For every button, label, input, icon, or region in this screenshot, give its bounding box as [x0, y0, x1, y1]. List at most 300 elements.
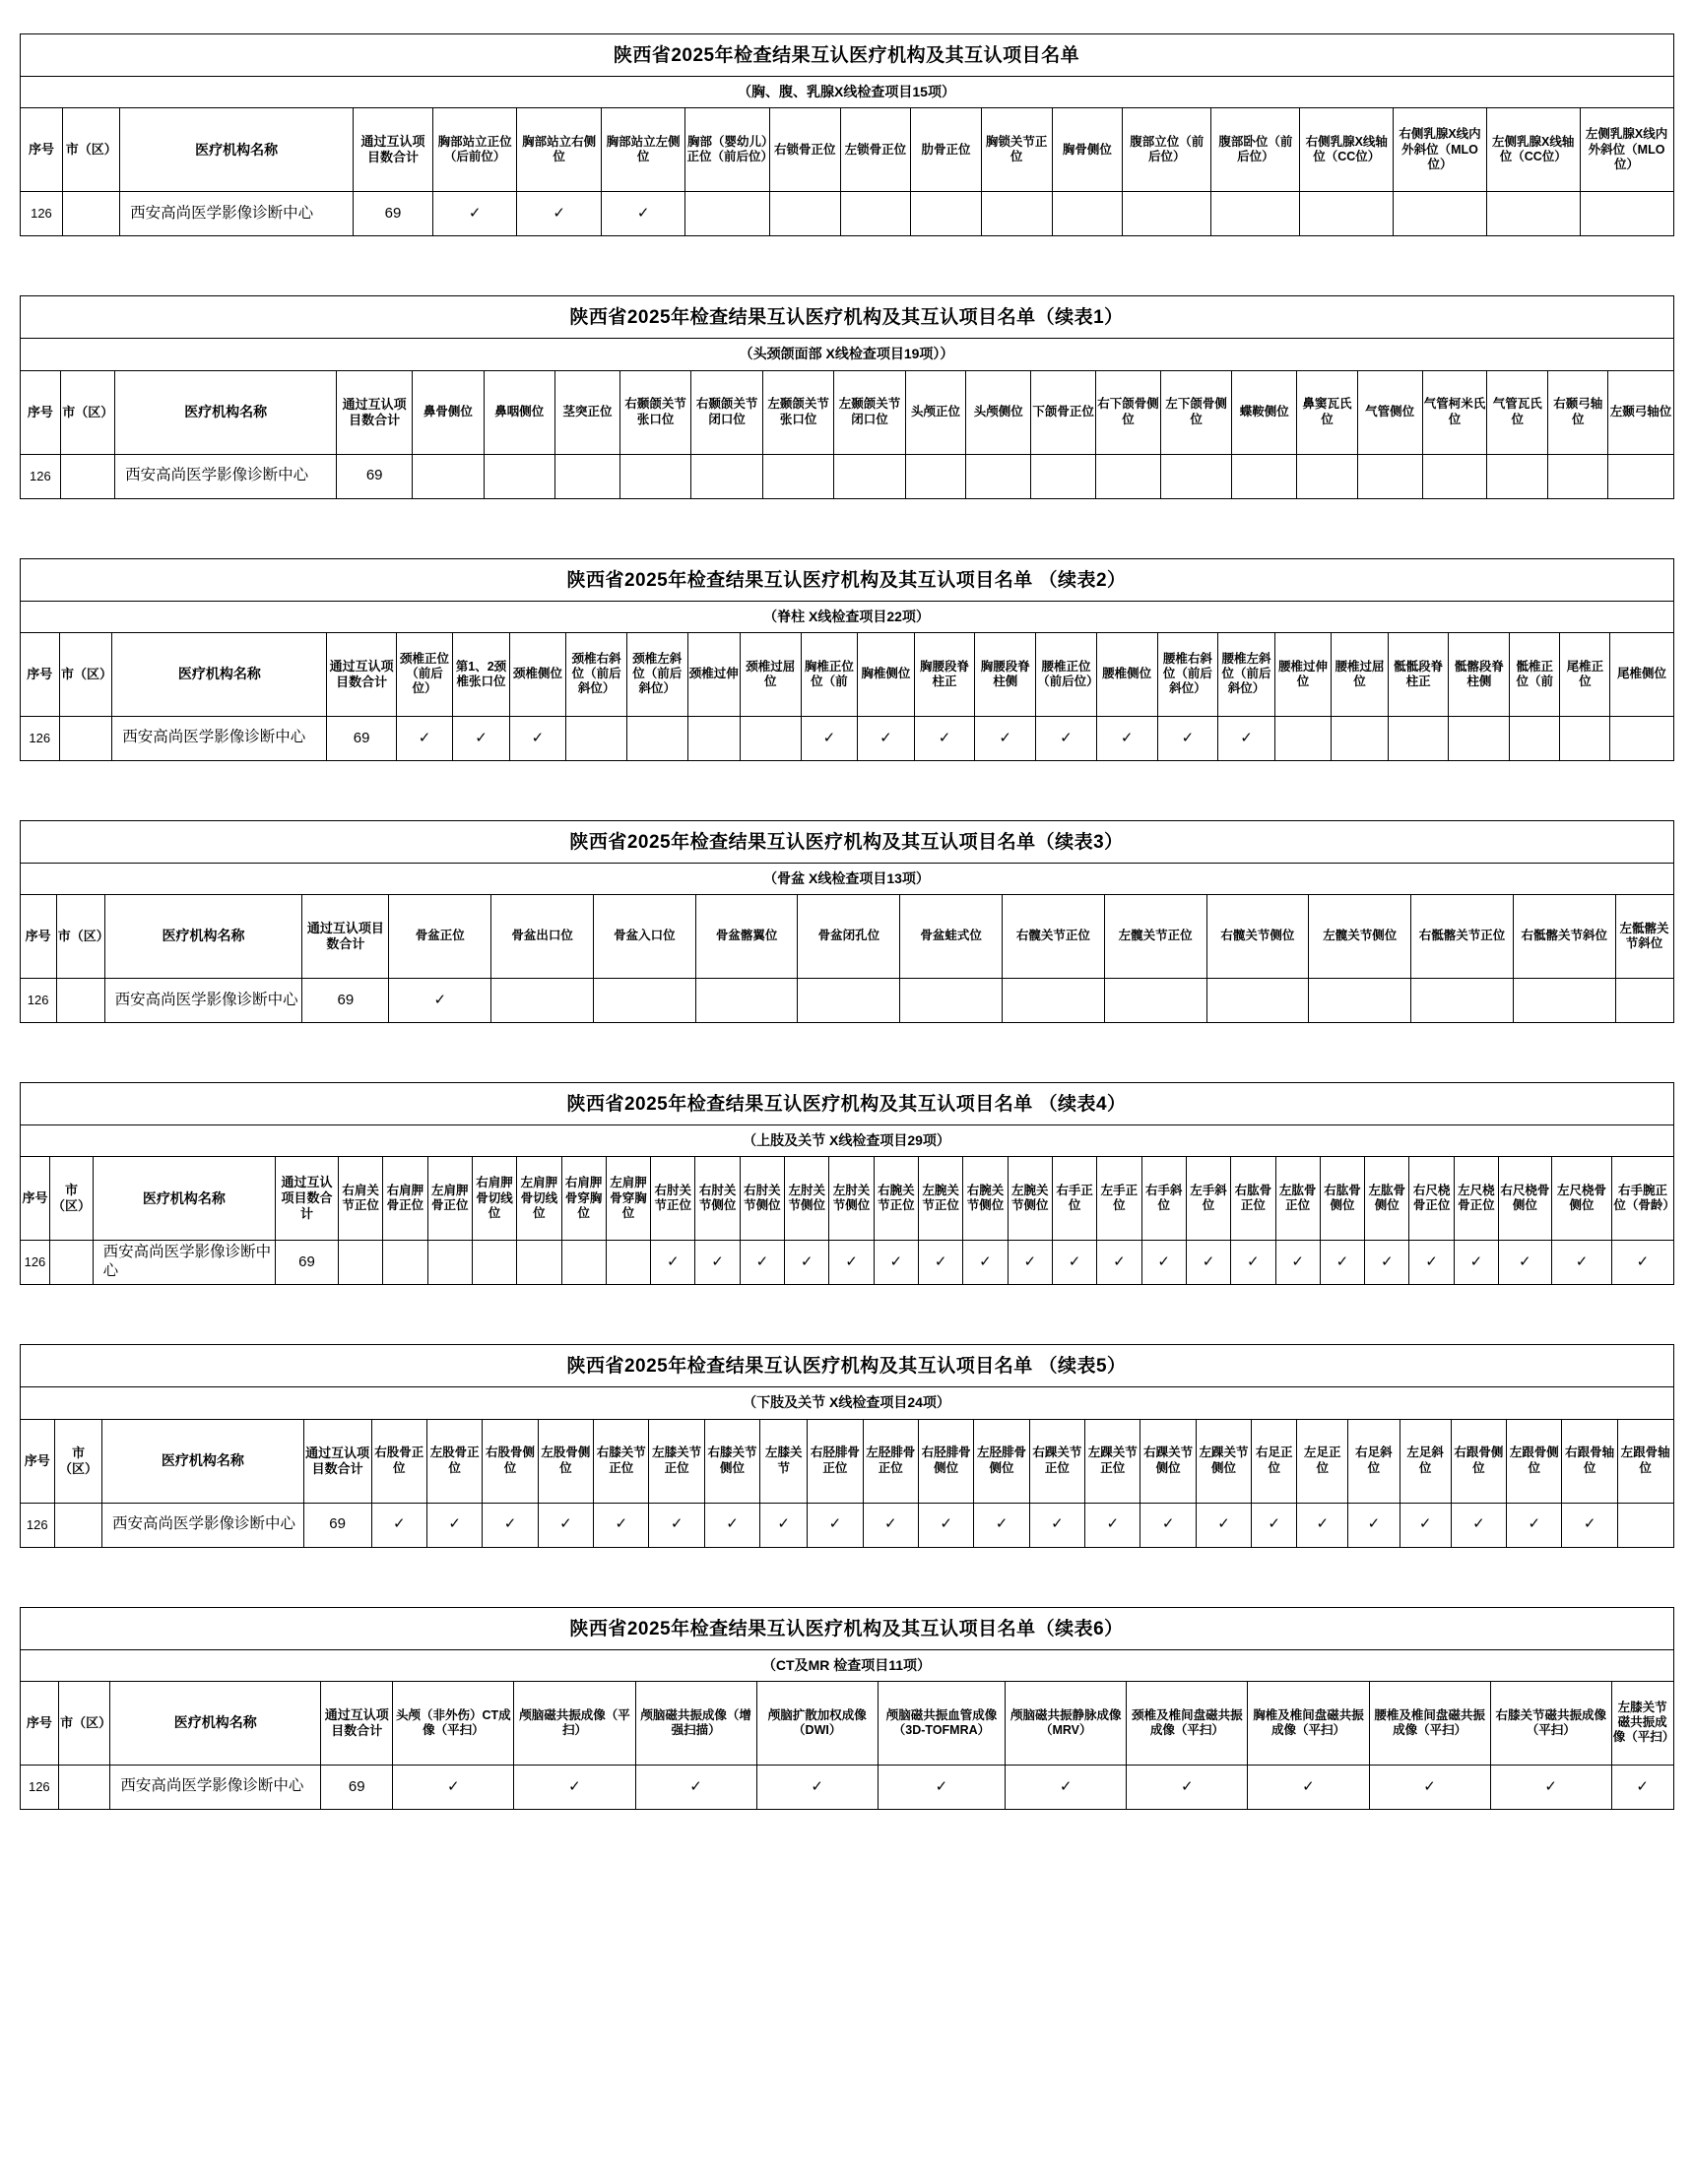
cell-item-4: [626, 716, 687, 760]
column-header-item-18: 右手斜位: [1141, 1157, 1186, 1241]
cell-seq: 126: [20, 454, 61, 498]
column-header-item-15: 左腕关节侧位: [1008, 1157, 1052, 1241]
cell-item-6: [1003, 979, 1105, 1023]
cell-item-12: [1615, 979, 1673, 1023]
column-header-org-name: 医疗机构名称: [93, 1157, 275, 1241]
subtitle-row: [20, 77, 1673, 108]
cell-item-0: ✓: [393, 1765, 514, 1809]
column-header-item-1: 胸部站立右侧位: [517, 108, 602, 192]
column-header-total: 通过互认项目数合计: [276, 1157, 339, 1241]
cell-item-10: ✓: [1611, 1765, 1673, 1809]
cell-item-6: ✓: [704, 1503, 759, 1547]
cell-org-name: 西安高尚医学影像诊断中心: [110, 1765, 321, 1809]
column-header-item-3: 胸部（婴幼儿）正位（前后位）: [685, 108, 770, 192]
column-header-item-14: 左侧乳腺X线内外斜位（MLO位）: [1580, 108, 1673, 192]
cell-seq: 126: [20, 716, 59, 760]
column-header-item-0: 鼻骨侧位: [413, 370, 484, 454]
cell-item-8: [1206, 979, 1309, 1023]
cell-item-8: ✓: [808, 1503, 863, 1547]
column-header-org-name: 医疗机构名称: [104, 895, 302, 979]
table-subtitle: （上肢及关节 X线检查项目29项）: [20, 1125, 1673, 1157]
cell-item-2: [593, 979, 695, 1023]
table-subtitle: （头颈颌面部 X线检查项目19项））: [20, 339, 1673, 370]
column-header-item-12: 左骶髂关节斜位: [1615, 895, 1673, 979]
table-row: [20, 1503, 1673, 1547]
cell-item-4: [691, 454, 762, 498]
cell-city: [61, 454, 115, 498]
table-block-3: [20, 820, 1674, 1023]
cell-item-3: ✓: [538, 1503, 593, 1547]
column-header-item-6: 左肩胛骨穿胸位: [606, 1157, 650, 1241]
column-header-city: 市（区）: [50, 1157, 93, 1241]
title-row: [20, 1607, 1673, 1649]
cell-item-20: ✓: [1231, 1241, 1275, 1285]
cell-item-2: ✓: [483, 1503, 538, 1547]
cell-item-4: [798, 979, 900, 1023]
cell-item-6: [740, 716, 801, 760]
column-header-item-9: 腹部立位（前后位）: [1123, 108, 1211, 192]
column-header-item-13: 腰椎右斜位（前后斜位）: [1157, 632, 1218, 716]
cell-item-2: ✓: [635, 1765, 756, 1809]
column-header-item-5: 颈椎过伸: [687, 632, 740, 716]
data-table-3: [20, 820, 1674, 1023]
column-header-item-2: 左肩胛骨正位: [427, 1157, 472, 1241]
column-header-item-3: 左股骨侧位: [538, 1419, 593, 1503]
title-row: [20, 1345, 1673, 1387]
cell-total: 69: [302, 979, 389, 1023]
cell-item-0: ✓: [371, 1503, 426, 1547]
cell-item-8: ✓: [1369, 1765, 1490, 1809]
cell-seq: 126: [20, 1765, 59, 1809]
cell-item-11: [1160, 454, 1231, 498]
cell-item-16: [1487, 454, 1547, 498]
cell-item-3: [472, 1241, 516, 1285]
cell-item-15: ✓: [1008, 1241, 1052, 1285]
cell-item-21: ✓: [1507, 1503, 1562, 1547]
column-header-item-6: 右髋关节正位: [1003, 895, 1105, 979]
column-header-seq: 序号: [20, 108, 63, 192]
column-header-item-15: 左踝关节侧位: [1196, 1419, 1251, 1503]
cell-item-23: ✓: [1365, 1241, 1409, 1285]
column-header-item-18: 右足斜位: [1348, 1419, 1400, 1503]
column-header-org-name: 医疗机构名称: [110, 1681, 321, 1765]
column-header-item-9: 左胫腓骨正位: [863, 1419, 918, 1503]
cell-item-3: ✓: [756, 1765, 878, 1809]
cell-item-10: [1411, 979, 1514, 1023]
column-header-item-4: 右膝关节正位: [594, 1419, 649, 1503]
cell-item-0: [338, 1241, 382, 1285]
cell-item-0: [413, 454, 484, 498]
cell-item-21: ✓: [1275, 1241, 1320, 1285]
column-header-item-6: 颈椎过屈位: [740, 632, 801, 716]
cell-city: [50, 1241, 93, 1285]
cell-item-0: ✓: [396, 716, 452, 760]
column-header-item-6: 左颞颌关节闭口位: [834, 370, 905, 454]
column-header-item-11: 右骶髂关节斜位: [1513, 895, 1615, 979]
title-row: [20, 296, 1673, 339]
column-header-item-9: 右膝关节磁共振成像（平扫）: [1490, 1681, 1611, 1765]
column-header-item-4: 右颞颌关节闭口位: [691, 370, 762, 454]
cell-item-2: ✓: [601, 192, 685, 236]
cell-item-14: [1580, 192, 1673, 236]
cell-item-11: ✓: [829, 1241, 874, 1285]
cell-item-6: [834, 454, 905, 498]
cell-item-10: ✓: [975, 716, 1036, 760]
column-header-item-0: 右肩关节正位: [338, 1157, 382, 1241]
column-header-city: 市（区）: [61, 370, 115, 454]
cell-item-22: ✓: [1320, 1241, 1364, 1285]
header-row: [20, 1681, 1673, 1765]
column-header-item-11: 左肘关节侧位: [829, 1157, 874, 1241]
table-title: 陕西省2025年检查结果互认医疗机构及其互认项目名单: [20, 34, 1673, 77]
cell-item-18: ✓: [1348, 1503, 1400, 1547]
column-header-item-8: 右肘关节侧位: [695, 1157, 740, 1241]
cell-item-18: [1449, 716, 1510, 760]
cell-item-3: [695, 979, 798, 1023]
table-title: 陕西省2025年检查结果互认医疗机构及其互认项目名单 （续表2）: [20, 558, 1673, 601]
cell-item-7: ✓: [1248, 1765, 1369, 1809]
cell-item-5: [687, 716, 740, 760]
column-header-item-16: 右手正位: [1052, 1157, 1096, 1241]
cell-item-12: ✓: [1096, 716, 1157, 760]
cell-city: [63, 192, 120, 236]
column-header-item-11: 腰椎正位（前后位）: [1036, 632, 1097, 716]
column-header-item-10: 右下颌骨侧位: [1096, 370, 1161, 454]
column-header-item-1: 左股骨正位: [426, 1419, 482, 1503]
column-header-item-12: 腰椎侧位: [1096, 632, 1157, 716]
cell-item-6: [911, 192, 982, 236]
cell-seq: 126: [20, 1241, 50, 1285]
column-header-item-17: 右颞弓轴位: [1547, 370, 1607, 454]
column-header-item-13: 左踝关节正位: [1085, 1419, 1140, 1503]
table-block-6: [20, 1607, 1674, 1810]
table-subtitle: （胸、腹、乳腺X线检查项目15项）: [20, 77, 1673, 108]
title-row: [20, 1083, 1673, 1125]
cell-item-18: ✓: [1141, 1241, 1186, 1285]
column-header-item-14: 右踝关节侧位: [1140, 1419, 1196, 1503]
cell-item-10: [1096, 454, 1161, 498]
cell-item-1: ✓: [426, 1503, 482, 1547]
subtitle-row: [20, 339, 1673, 370]
cell-item-15: ✓: [1196, 1503, 1251, 1547]
column-header-item-13: 鼻窦瓦氏位: [1297, 370, 1357, 454]
column-header-item-10: 右骶髂关节正位: [1411, 895, 1514, 979]
subtitle-row: [20, 1649, 1673, 1681]
cell-item-8: [1052, 192, 1123, 236]
column-header-item-7: 胸椎正位位（前: [801, 632, 857, 716]
column-header-item-20: 右跟骨侧位: [1451, 1419, 1506, 1503]
cell-item-14: ✓: [963, 1241, 1008, 1285]
column-header-item-0: 头颅（非外伤）CT成像（平扫）: [393, 1681, 514, 1765]
column-header-item-22: 右肱骨侧位: [1320, 1157, 1364, 1241]
column-header-total: 通过互认项目数合计: [303, 1419, 371, 1503]
column-header-city: 市（区）: [56, 895, 104, 979]
column-header-item-0: 骨盆正位: [389, 895, 491, 979]
subtitle-row: [20, 1125, 1673, 1157]
data-table-5: [20, 1344, 1674, 1547]
table-subtitle: （骨盆 X线检查项目13项）: [20, 863, 1673, 894]
column-header-org-name: 医疗机构名称: [102, 1419, 304, 1503]
column-header-item-22: 右跟骨轴位: [1562, 1419, 1617, 1503]
column-header-total: 通过互认项目数合计: [321, 1681, 393, 1765]
column-header-item-14: 腰椎左斜位（前后斜位）: [1218, 632, 1274, 716]
column-header-item-14: 气管侧位: [1357, 370, 1422, 454]
column-header-item-1: 右肩胛骨正位: [383, 1157, 427, 1241]
cell-item-7: [905, 454, 965, 498]
table-subtitle: （脊柱 X线检查项目22项）: [20, 601, 1673, 632]
cell-total: 69: [303, 1503, 371, 1547]
column-header-item-13: 左腕关节正位: [919, 1157, 963, 1241]
cell-item-12: [1394, 192, 1487, 236]
table-block-4: [20, 1082, 1674, 1285]
column-header-item-3: 右肩胛骨切线位: [472, 1157, 516, 1241]
column-header-item-15: 腰椎过伸位: [1274, 632, 1331, 716]
column-header-item-9: 左髋关节侧位: [1309, 895, 1411, 979]
cell-city: [59, 716, 111, 760]
cell-total: 69: [321, 1765, 393, 1809]
cell-item-22: ✓: [1562, 1503, 1617, 1547]
column-header-item-7: 头颅正位: [905, 370, 965, 454]
column-header-item-1: 第1、2颈椎张口位: [453, 632, 509, 716]
column-header-item-9: 下颌骨正位: [1031, 370, 1096, 454]
column-header-item-4: 骨盆闭孔位: [798, 895, 900, 979]
cell-item-5: ✓: [649, 1503, 704, 1547]
cell-item-19: ✓: [1186, 1241, 1230, 1285]
column-header-org-name: 医疗机构名称: [120, 108, 354, 192]
cell-item-19: [1510, 716, 1560, 760]
cell-item-3: [619, 454, 690, 498]
table-subtitle: （CT及MR 检查项目11项）: [20, 1649, 1673, 1681]
column-header-item-1: 颅脑磁共振成像（平扫）: [514, 1681, 635, 1765]
table-block-2: [20, 558, 1674, 761]
column-header-item-0: 胸部站立正位（后前位）: [432, 108, 517, 192]
table-row: [20, 979, 1673, 1023]
column-header-item-6: 肋骨正位: [911, 108, 982, 192]
column-header-item-21: 尾椎侧位: [1610, 632, 1673, 716]
column-header-item-9: 右肘关节侧位: [740, 1157, 784, 1241]
cell-item-0: ✓: [432, 192, 517, 236]
cell-city: [54, 1503, 101, 1547]
table-block-1: [20, 295, 1674, 498]
cell-item-17: [1388, 716, 1449, 760]
column-header-item-5: 左颞颌关节张口位: [762, 370, 833, 454]
cell-item-24: ✓: [1409, 1241, 1454, 1285]
column-header-org-name: 医疗机构名称: [115, 370, 337, 454]
column-header-item-5: 颅脑磁共振静脉成像（MRV）: [1006, 1681, 1127, 1765]
column-header-item-5: 左膝关节正位: [649, 1419, 704, 1503]
data-table-4: [20, 1082, 1674, 1285]
subtitle-row: [20, 601, 1673, 632]
column-header-item-10: 左肘关节侧位: [785, 1157, 829, 1241]
cell-item-1: [484, 454, 554, 498]
column-header-item-17: 左足正位: [1297, 1419, 1348, 1503]
column-header-item-12: 右踝关节正位: [1029, 1419, 1084, 1503]
cell-item-15: [1422, 454, 1487, 498]
column-header-item-8: 胸椎侧位: [858, 632, 914, 716]
column-header-item-4: 左肩胛骨切线位: [517, 1157, 561, 1241]
subtitle-row: [20, 1387, 1673, 1419]
cell-org-name: 西安高尚医学影像诊断中心: [102, 1503, 304, 1547]
column-header-item-8: 腰椎及椎间盘磁共振成像（平扫）: [1369, 1681, 1490, 1765]
cell-item-6: [606, 1241, 650, 1285]
table-title: 陕西省2025年检查结果互认医疗机构及其互认项目名单（续表3）: [20, 820, 1673, 863]
data-table-6: [20, 1607, 1674, 1810]
cell-org-name: 西安高尚医学影像诊断中心: [112, 716, 327, 760]
cell-item-8: ✓: [695, 1241, 740, 1285]
cell-item-28: ✓: [1612, 1241, 1673, 1285]
cell-item-0: ✓: [389, 979, 491, 1023]
table-row: [20, 1241, 1673, 1285]
column-header-item-2: 颈椎侧位: [509, 632, 565, 716]
cell-item-2: ✓: [509, 716, 565, 760]
cell-item-2: [555, 454, 620, 498]
table-title: 陕西省2025年检查结果互认医疗机构及其互认项目名单（续表6）: [20, 1607, 1673, 1649]
column-header-seq: 序号: [20, 1157, 50, 1241]
cell-item-25: ✓: [1454, 1241, 1498, 1285]
column-header-item-7: 右肘关节正位: [651, 1157, 695, 1241]
header-row: [20, 108, 1673, 192]
column-header-item-18: 骶髂段脊柱侧: [1449, 632, 1510, 716]
cell-seq: 126: [20, 192, 63, 236]
column-header-item-3: 骨盆髂翼位: [695, 895, 798, 979]
cell-item-9: ✓: [914, 716, 975, 760]
cell-item-17: [1547, 454, 1607, 498]
cell-item-11: [1513, 979, 1615, 1023]
column-header-item-19: 骶椎正位（前: [1510, 632, 1560, 716]
cell-total: 69: [327, 716, 396, 760]
cell-item-20: [1560, 716, 1610, 760]
column-header-item-23: 左跟骨轴位: [1617, 1419, 1673, 1503]
cell-item-1: ✓: [514, 1765, 635, 1809]
cell-item-5: [840, 192, 911, 236]
column-header-item-10: 腹部卧位（前后位）: [1211, 108, 1300, 192]
cell-item-11: ✓: [1036, 716, 1097, 760]
cell-item-13: ✓: [1085, 1503, 1140, 1547]
cell-item-9: [1123, 192, 1211, 236]
cell-item-1: ✓: [517, 192, 602, 236]
cell-city: [56, 979, 104, 1023]
cell-seq: 126: [20, 979, 56, 1023]
cell-item-16: ✓: [1252, 1503, 1297, 1547]
column-header-item-16: 气管瓦氏位: [1487, 370, 1547, 454]
cell-item-10: ✓: [785, 1241, 829, 1285]
column-header-seq: 序号: [20, 1681, 59, 1765]
column-header-city: 市（区）: [63, 108, 120, 192]
column-header-total: 通过互认项目数合计: [337, 370, 413, 454]
cell-item-1: ✓: [453, 716, 509, 760]
column-header-item-16: 腰椎过屈位: [1332, 632, 1388, 716]
column-header-item-16: 右足正位: [1252, 1419, 1297, 1503]
column-header-item-26: 右尺桡骨侧位: [1499, 1157, 1552, 1241]
table-title: 陕西省2025年检查结果互认医疗机构及其互认项目名单 （续表4）: [20, 1083, 1673, 1125]
column-header-item-3: 颈椎右斜位（前后斜位）: [566, 632, 627, 716]
cell-item-5: [561, 1241, 606, 1285]
cell-item-15: [1274, 716, 1331, 760]
cell-item-5: ✓: [1006, 1765, 1127, 1809]
cell-item-9: ✓: [740, 1241, 784, 1285]
data-table-2: [20, 558, 1674, 761]
column-header-item-3: 颅脑扩散加权成像（DWI）: [756, 1681, 878, 1765]
cell-org-name: 西安高尚医学影像诊断中心: [93, 1241, 275, 1285]
data-table-0: [20, 33, 1674, 236]
column-header-item-25: 左尺桡骨正位: [1454, 1157, 1498, 1241]
cell-item-18: [1608, 454, 1673, 498]
cell-item-12: ✓: [874, 1241, 918, 1285]
column-header-item-28: 右手腕正位（骨龄）: [1612, 1157, 1673, 1241]
column-header-item-10: 胸腰段脊柱侧: [975, 632, 1036, 716]
table-row: [20, 454, 1673, 498]
cell-item-4: [517, 1241, 561, 1285]
cell-item-7: ✓: [801, 716, 857, 760]
column-header-item-12: 右腕关节正位: [874, 1157, 918, 1241]
cell-item-16: [1332, 716, 1388, 760]
cell-item-14: ✓: [1218, 716, 1274, 760]
cell-item-17: ✓: [1297, 1503, 1348, 1547]
table-block-0: [20, 33, 1674, 236]
cell-item-11: [1300, 192, 1394, 236]
column-header-item-5: 右肩胛骨穿胸位: [561, 1157, 606, 1241]
column-header-item-23: 左肱骨侧位: [1365, 1157, 1409, 1241]
cell-total: 69: [276, 1241, 339, 1285]
cell-total: 69: [337, 454, 413, 498]
header-row: [20, 1157, 1673, 1241]
column-header-item-17: 左手正位: [1097, 1157, 1141, 1241]
cell-total: 69: [354, 192, 433, 236]
data-table-1: [20, 295, 1674, 498]
cell-item-10: ✓: [918, 1503, 973, 1547]
header-row: [20, 370, 1673, 454]
column-header-city: 市（区）: [54, 1419, 101, 1503]
column-header-item-0: 颈椎正位（前后位）: [396, 632, 452, 716]
cell-item-4: [769, 192, 840, 236]
column-header-item-21: 左跟骨侧位: [1507, 1419, 1562, 1503]
column-header-seq: 序号: [20, 632, 59, 716]
table-row: [20, 1765, 1673, 1809]
cell-item-9: [1309, 979, 1411, 1023]
column-header-item-12: 右侧乳腺X线内外斜位（MLO位）: [1394, 108, 1487, 192]
column-header-item-24: 右尺桡骨正位: [1409, 1157, 1454, 1241]
column-header-item-5: 骨盆蛙式位: [900, 895, 1003, 979]
cell-item-7: [981, 192, 1052, 236]
cell-item-4: ✓: [878, 1765, 1005, 1809]
column-header-item-7: 左膝关节: [760, 1419, 808, 1503]
column-header-item-4: 颅脑磁共振血管成像（3D-TOFMRA）: [878, 1681, 1005, 1765]
cell-item-9: ✓: [863, 1503, 918, 1547]
column-header-city: 市（区）: [59, 632, 111, 716]
column-header-item-8: 右胫腓骨正位: [808, 1419, 863, 1503]
column-header-item-2: 颅脑磁共振成像（增强扫描）: [635, 1681, 756, 1765]
cell-item-27: ✓: [1551, 1241, 1612, 1285]
column-header-item-19: 左手斜位: [1186, 1157, 1230, 1241]
cell-item-5: [900, 979, 1003, 1023]
column-header-item-11: 右侧乳腺X线轴位（CC位）: [1300, 108, 1394, 192]
cell-item-14: [1357, 454, 1422, 498]
cell-item-21: [1610, 716, 1673, 760]
cell-item-3: [566, 716, 627, 760]
column-header-item-14: 右腕关节侧位: [963, 1157, 1008, 1241]
column-header-item-10: 左膝关节磁共振成像（平扫）: [1611, 1681, 1673, 1765]
cell-item-26: ✓: [1499, 1241, 1552, 1285]
column-header-item-20: 右肱骨正位: [1231, 1157, 1275, 1241]
cell-item-14: ✓: [1140, 1503, 1196, 1547]
column-header-item-11: 左下颌骨侧位: [1160, 370, 1231, 454]
column-header-item-6: 右膝关节侧位: [704, 1419, 759, 1503]
column-header-item-2: 胸部站立左侧位: [601, 108, 685, 192]
column-header-item-8: 胸骨侧位: [1052, 108, 1123, 192]
cell-item-7: [1104, 979, 1206, 1023]
cell-item-13: [1297, 454, 1357, 498]
column-header-total: 通过互认项目数合计: [327, 632, 396, 716]
